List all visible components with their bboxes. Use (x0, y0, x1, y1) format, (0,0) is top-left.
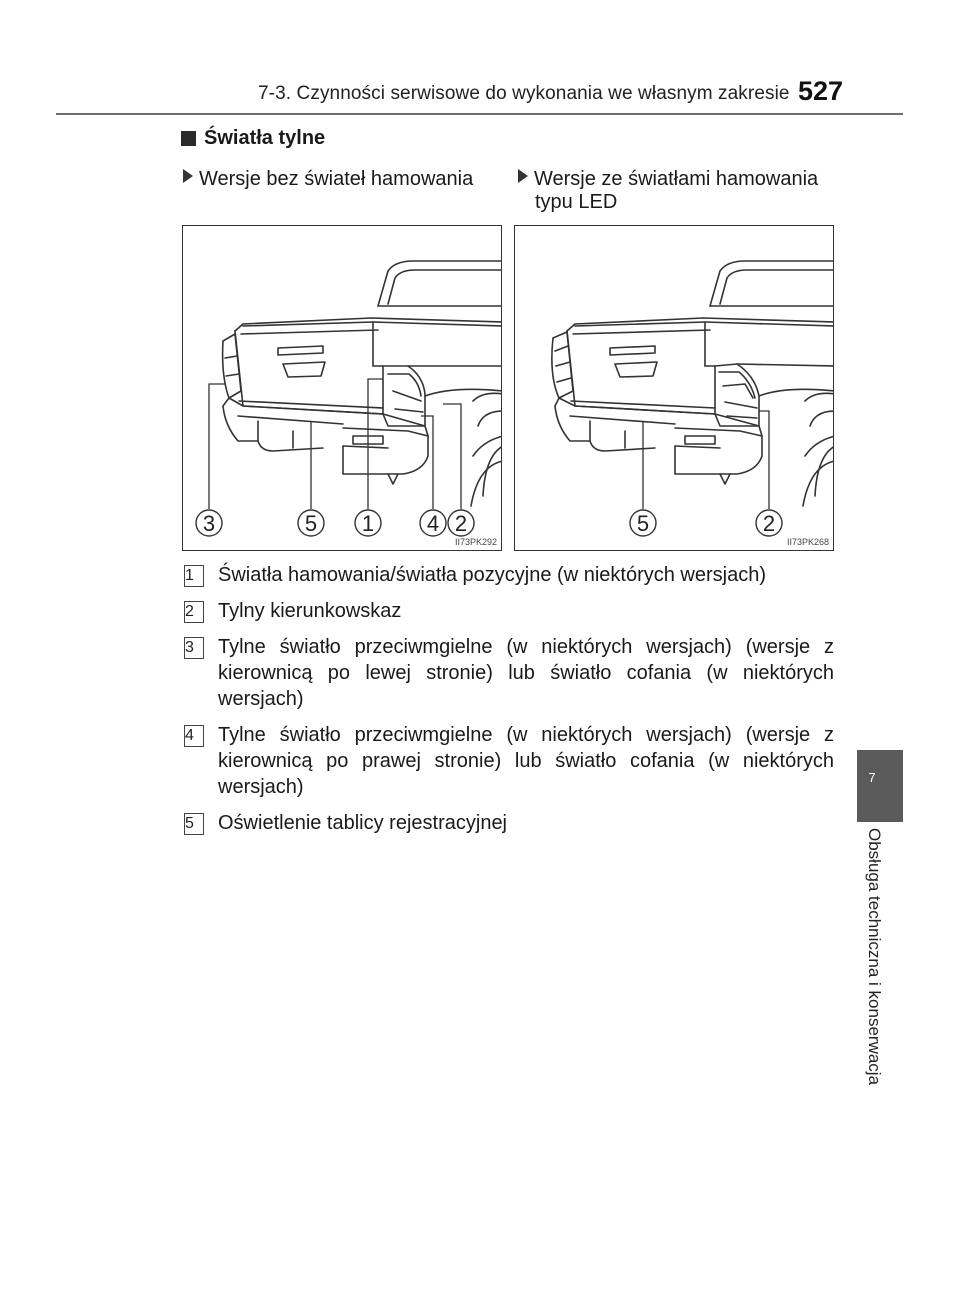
triangle-arrow-icon (518, 169, 528, 183)
version-label-left (183, 168, 503, 191)
truck-illustration-left (183, 226, 502, 551)
figure-code: II73PK292 (454, 537, 497, 547)
square-bullet-icon (181, 131, 196, 146)
chapter-tab-number: 7 (868, 770, 876, 785)
callout-label: 5 (304, 511, 318, 536)
triangle-arrow-icon (183, 169, 193, 183)
callout-label: 4 (426, 511, 440, 536)
legend-text: Tylny kierunkowskaz (218, 600, 402, 622)
version-left-text: Wersje bez świateł hamowania (199, 168, 474, 190)
version-right-text-line1: Wersje ze światłami hamowania (534, 168, 819, 190)
header-divider (56, 113, 903, 115)
section-heading (181, 127, 325, 150)
callout-label: 3 (202, 511, 216, 536)
legend-text: Oświetlenie tablicy rejestracyjnej (218, 812, 508, 834)
version-right-text-line2: typu LED (535, 191, 618, 213)
legend-number: 5 (184, 813, 204, 835)
chapter-side-label (862, 828, 892, 1128)
chapter-tab (857, 750, 903, 822)
section-heading-text: Światła tylne (204, 127, 326, 149)
list-item (182, 562, 834, 588)
legend-text: Tylne światło przeciwmgielne (w niektórych wersjach) (wersje z kierownicą po prawej stronie) lub światło cofania (w niektórych wersjach) (218, 724, 834, 798)
list-item (182, 810, 834, 836)
figure-right-truck-rear (514, 225, 834, 551)
legend-list (182, 562, 834, 846)
legend-number: 1 (184, 565, 204, 587)
callout-label: 2 (762, 511, 776, 536)
legend-number: 3 (184, 637, 204, 659)
page-number: 527 (798, 76, 844, 106)
legend-number: 2 (184, 601, 204, 623)
legend-text: Tylne światło przeciwmgielne (w niektórych wersjach) (wersje z kierownicą po lewej stronie) lub światło cofania (w niektórych wersjach) (218, 636, 834, 710)
callout-label: 1 (361, 511, 375, 536)
version-label-right (518, 168, 838, 214)
legend-text: Światła hamowania/światła pozycyjne (w niektórych wersjach) (218, 564, 766, 586)
chapter-title: 7-3. Czynności serwisowe do wykonania we własnym zakresie (258, 83, 790, 104)
list-item (182, 722, 834, 800)
figure-left-truck-rear (182, 225, 502, 551)
chapter-side-label-text: Obsługa techniczna i konserwacja (865, 828, 884, 1086)
legend-number: 4 (184, 725, 204, 747)
figure-code: II73PK268 (786, 537, 829, 547)
callout-label: 5 (636, 511, 650, 536)
page-header (0, 0, 960, 116)
list-item (182, 634, 834, 712)
callout-label: 2 (454, 511, 468, 536)
list-item (182, 598, 834, 624)
truck-illustration-right (515, 226, 834, 551)
